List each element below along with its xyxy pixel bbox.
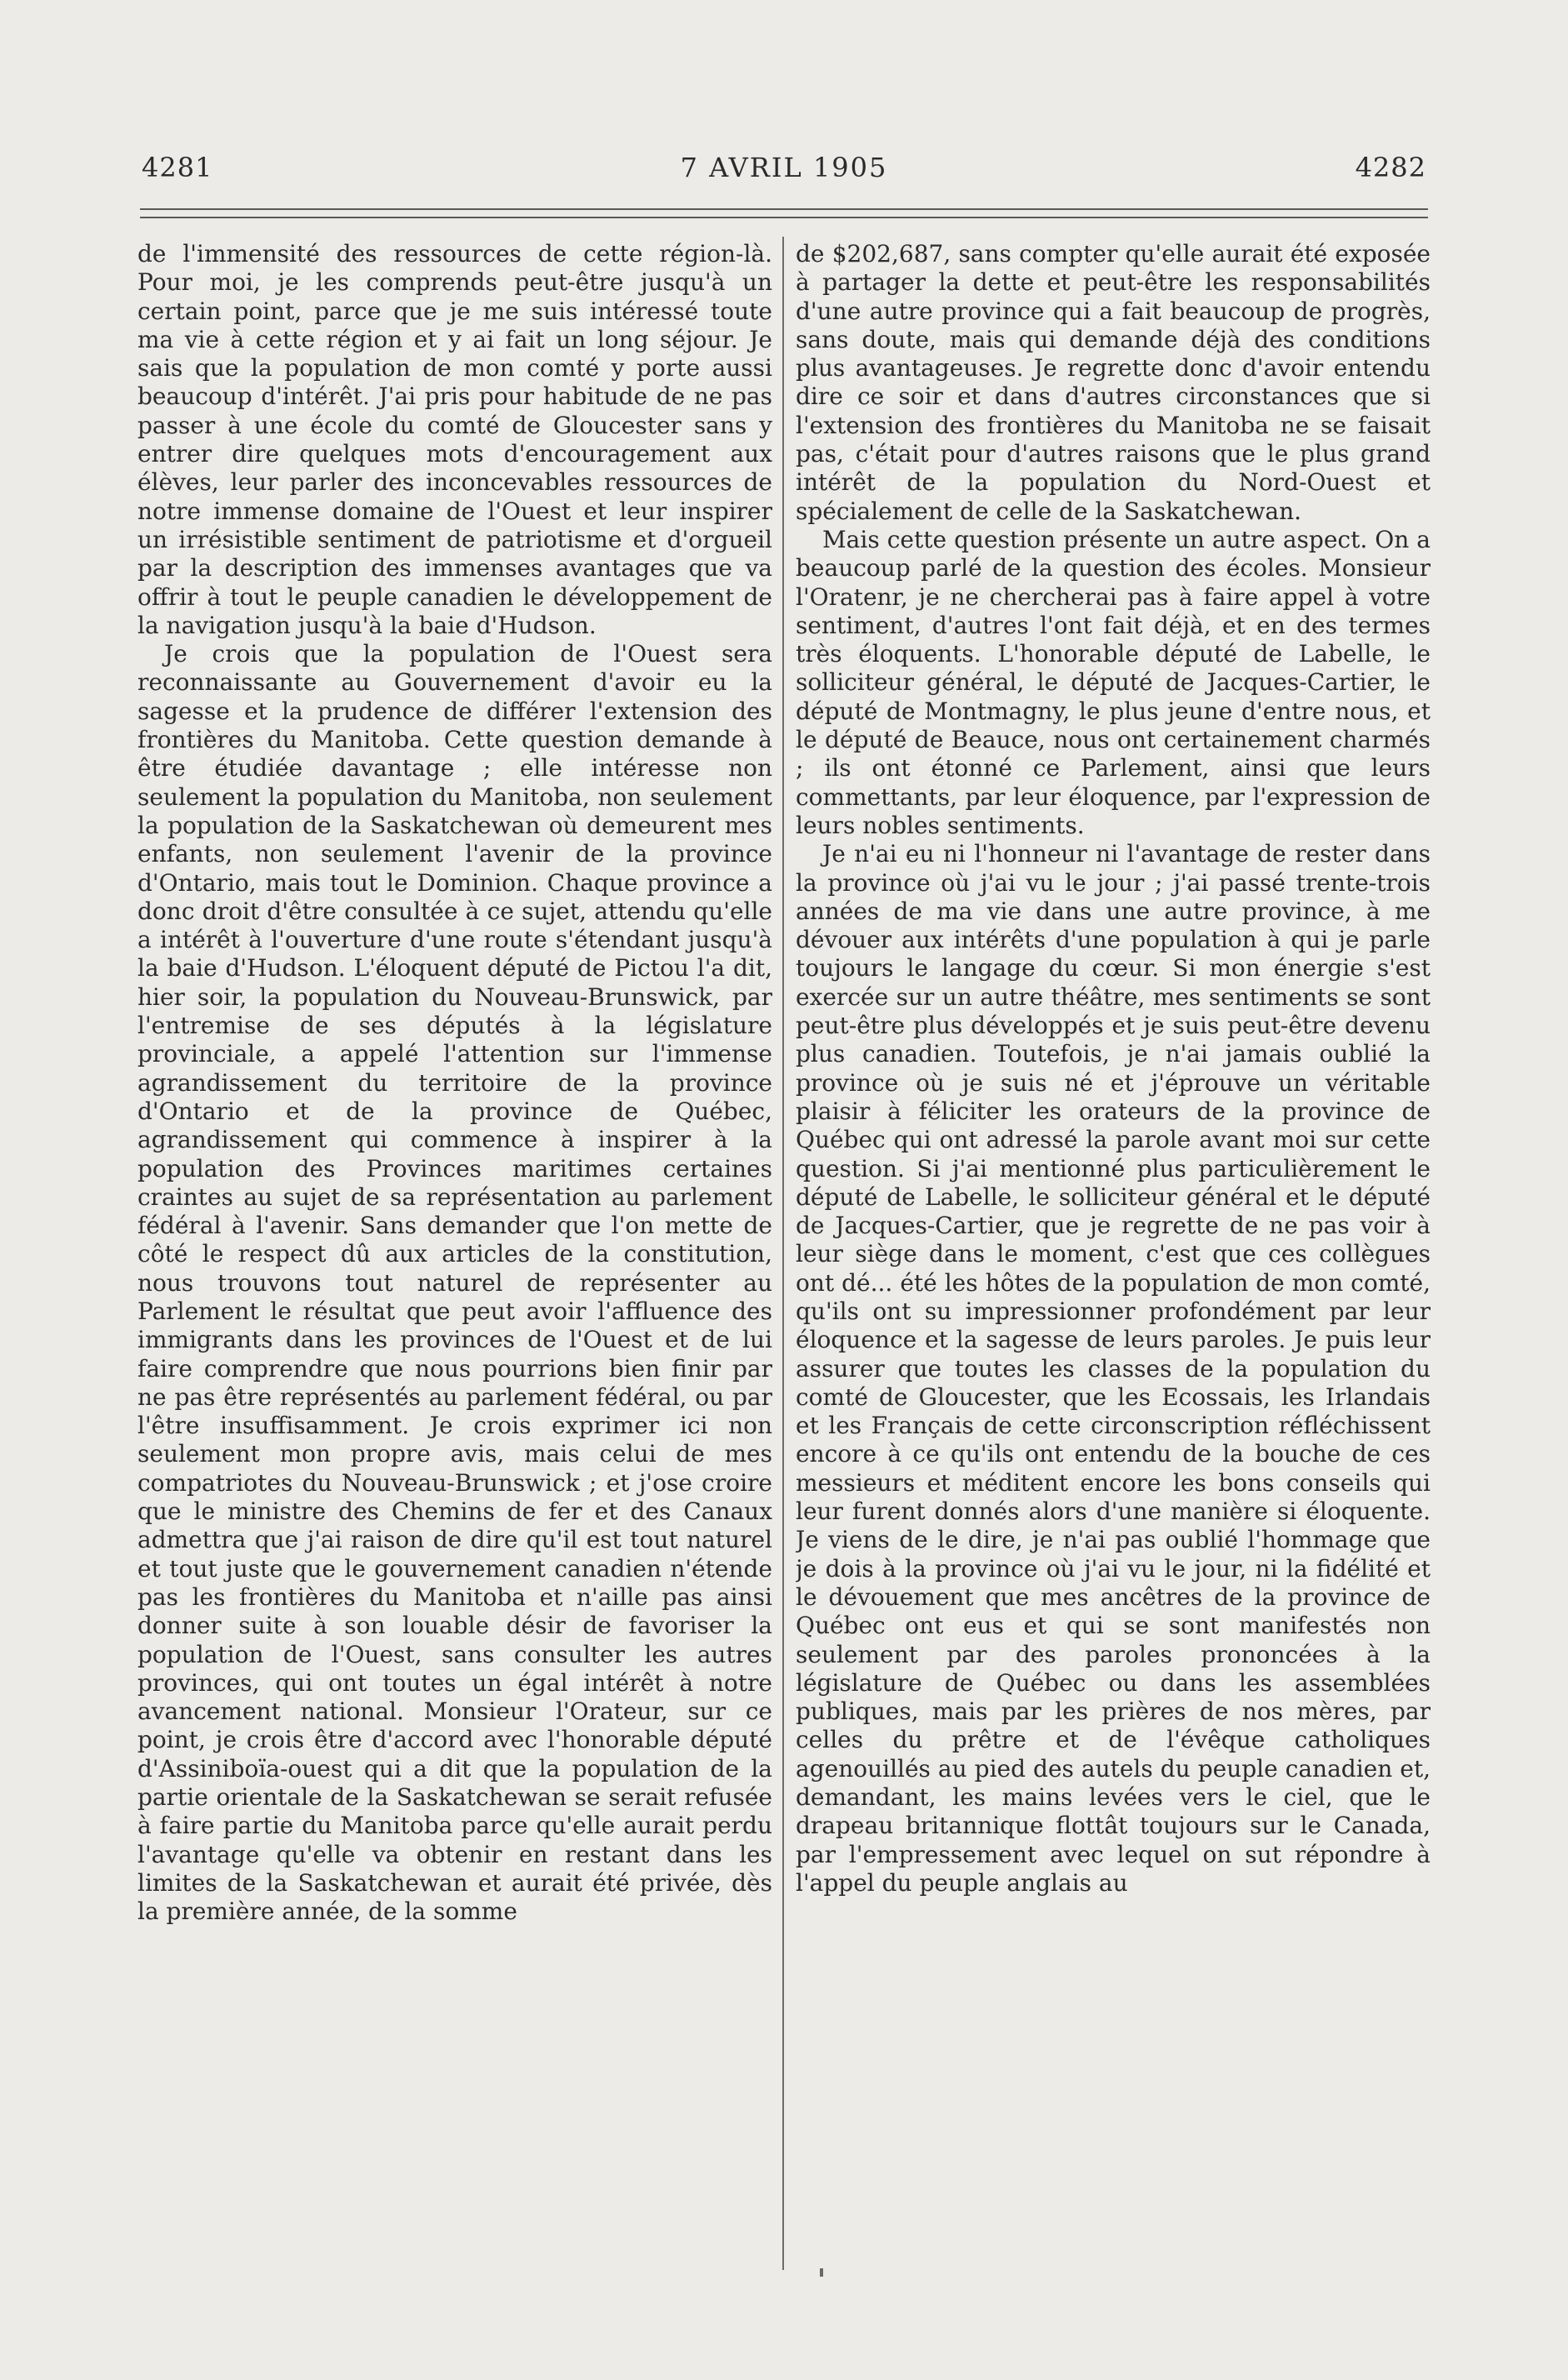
page-header [133,143,1435,193]
paragraph: Mais cette question présente un autre aspect. On a beaucoup parlé de la question des écoles. Monsieur l'Oratenr, je ne chercherai pas à faire appel à votre sentiment, d'autres l'ont fait déjà, et en des termes très éloquents. L'honorable député de Labelle, le solliciteur général, le député de Jacques-Cartier, le député de Montmagny, le plus jeune d'entre nous, et le député de Beauce, nous ont certainement charmés ; ils ont étonné ce Parlement, ainsi que leurs commettants, par leur éloquence, par l'expression de leurs nobles sentiments. [796,525,1431,839]
column-divider [782,237,784,2270]
scan-speck [820,2268,823,2277]
left-column [137,240,772,2265]
header-rule-top [140,208,1428,210]
page-number-right: 4282 [1355,152,1426,183]
page-number-left: 4281 [142,152,213,183]
paragraph: Je n'ai eu ni l'honneur ni l'avantage de rester dans la province où j'ai vu le jour ; j'ai passé trente-trois années de ma vie dans une autre province, à me dévouer aux intérêts d'une population à qui je parle toujours le langage du cœur. Si mon énergie s'est exercée sur un autre théâtre, mes sentiments se sont peut-être plus développés et je suis peut-être devenu plus canadien. Toutefois, je n'ai jamais oublié la province où je suis né et j'éprouve un véritable plaisir à féliciter les orateurs de la province de Québec qui ont adressé la parole avant moi sur cette question. Si j'ai mentionné plus particulièrement le député de Labelle, le solliciteur général et le député de Jacques-Cartier, que je regrette de ne pas voir à leur siège dans le moment, c'est que ces collègues ont dé... été les hôtes de la population de mon comté, qu'ils ont su impressionner profondément par leur éloquence et la sagesse de leurs paroles. Je puis leur assurer que toutes les classes de la population du comté de Gloucester, que les Ecossais, les Irlandais et les Français de cette circonscription réfléchissent encore à ce qu'ils ont entendu de la bouche de ces messieurs et méditent encore les bons conseils qui leur furent donnés alors d'une manière si éloquente. Je viens de le dire, je n'ai pas oublié l'hommage que je dois à la province où j'ai vu le jour, ni la fidélité et le dévouement que mes ancêtres de la province de Québec ont eus et qui se sont manifestés non seulement par des paroles prononcées à la législature de Québec ou dans les assemblées publiques, mais par les prières de nos mères, par celles du prêtre et de l'évêque catholiques agenouillés au pied des autels du peuple canadien et, demandant, les mains levées vers le ciel, que le drapeau britannique flottât toujours sur le Canada, par l'empressement avec lequel on sut répondre à l'appel du peuple anglais au [796,840,1431,1897]
right-column [796,240,1431,2265]
header-rule-bottom [140,217,1428,218]
paragraph: de $202,687, sans compter qu'elle aurait été exposée à partager la dette et peut-être les responsabilités d'une autre province qui a fait beaucoup de progrès, sans doute, mais qui demande déjà des conditions plus avantageuses. Je regrette donc d'avoir entendu dire ce soir et dans d'autres circonstances que si l'extension des frontières du Manitoba ne se faisait pas, c'était pour d'autres raisons que le plus grand intérêt de la population du Nord-Ouest et spécialement de celle de la Saskatchewan. [796,240,1431,525]
paragraph: Je crois que la population de l'Ouest sera reconnaissante au Gouvernement d'avoir eu la sagesse et la prudence de différer l'extension des frontières du Manitoba. Cette question demande à être étudiée davantage ; elle intéresse non seulement la population du Manitoba, non seulement la population de la Saskatchewan où demeurent mes enfants, non seulement l'avenir de la province d'Ontario, mais tout le Dominion. Chaque province a donc droit d'être consultée à ce sujet, attendu qu'elle a intérêt à l'ouverture d'une route s'étendant jusqu'à la baie d'Hudson. L'éloquent député de Pictou l'a dit, hier soir, la population du Nouveau-Brunswick, par l'entremise de ses députés à la législature provinciale, a appelé l'attention sur l'immense agrandissement du territoire de la province d'Ontario et de la province de Québec, agrandissement qui commence à inspirer à la population des Provinces maritimes certaines craintes au sujet de sa représentation au parlement fédéral à l'avenir. Sans demander que l'on mette de côté le respect dû aux articles de la constitution, nous trouvons tout naturel de représenter au Parlement le résultat que peut avoir l'affluence des immigrants dans les provinces de l'Ouest et de lui faire comprendre que nous pourrions bien finir par ne pas être représentés au parlement fédéral, ou par l'être insuffisamment. Je crois exprimer ici non seulement mon propre avis, mais celui de mes compatriotes du Nouveau-Brunswick ; et j'ose croire que le ministre des Chemins de fer et des Canaux admettra que j'ai raison de dire qu'il est tout naturel et tout juste que le gouvernement canadien n'étende pas les frontières du Manitoba et n'aille pas ainsi donner suite à son louable désir de favoriser la population de l'Ouest, sans consulter les autres provinces, qui ont toutes un égal intérêt à notre avancement national. Monsieur l'Orateur, sur ce point, je crois être d'accord avec l'honorable député d'Assiniboïa-ouest qui a dit que la population de la partie orientale de la Saskatchewan se serait refusée à faire partie du Manitoba parce qu'elle aurait perdu l'avantage qu'elle va obtenir en restant dans les limites de la Saskatchewan et aurait été privée, dès la première année, de la somme [137,640,772,1926]
paragraph: de l'immensité des ressources de cette région-là. Pour moi, je les comprends peut-être jusqu'à un certain point, parce que je me suis intéressé toute ma vie à cette région et y ai fait un long séjour. Je sais que la population de mon comté y porte aussi beaucoup d'intérêt. J'ai pris pour habitude de ne pas passer à une école du comté de Gloucester sans y entrer dire quelques mots d'encouragement aux élèves, leur parler des inconcevables ressources de notre immense domaine de l'Ouest et leur inspirer un irrésistible sentiment de patriotisme et d'orgueil par la description des immenses avantages que va offrir à tout le peuple canadien le développement de la navigation jusqu'à la baie d'Hudson. [137,240,772,639]
page-date: 7 AVRIL 1905 [680,152,888,183]
